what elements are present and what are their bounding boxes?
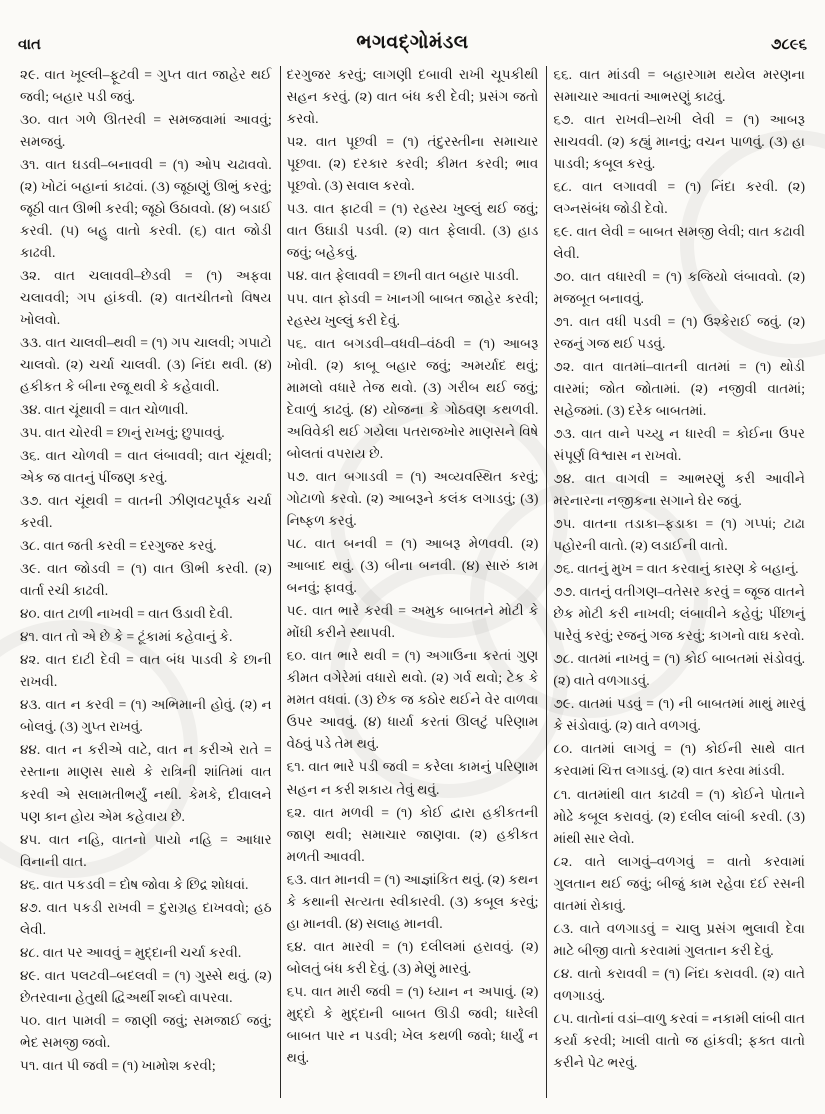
text-columns bbox=[0, 54, 825, 1104]
dictionary-entry: ૩૬. વાત ચોળવી = વાત લંબાવવી; વાત ચૂંથવી; એક જ વાતનું પીંજણ કરવું. bbox=[20, 448, 272, 486]
dictionary-entry: ૫૦. વાત પામવી = જાણી જવું; સમજાઈ જવું; ભેદ સમજી જવો. bbox=[20, 1012, 272, 1050]
dictionary-entry: ૫૮. વાત બનવી = (૧) આબરૂ મેળવવી. (૨) આબાદ થવું. (૩) બીના બનવી. (૪) સારું કામ બનવું; ફાવવું. bbox=[286, 536, 539, 596]
dictionary-entry: ૫૪. વાત ફેલાવવી = છાની વાત બહાર પાડવી. bbox=[286, 268, 519, 284]
dictionary-entry: ૪૩. વાત ન કરવી = (૧) અભિમાની હોવું. (૨) ન બોલવું. (૩) ગુપ્ત રાખવું. bbox=[20, 697, 272, 735]
page-number: ૭૮૯૬ bbox=[771, 37, 807, 53]
dictionary-entry: ૩૮. વાત જતી કરવી = દરગુજર કરવું. bbox=[20, 538, 217, 554]
dictionary-entry: ૪૨. વાત દાટી દેવી = વાત બંધ પાડવી કે છાની રાખવી. bbox=[20, 652, 272, 690]
dictionary-entry: ૩૩. વાત ચાલવી–થવી = (૧) ગપ ચાલવી; ગપાટો ચાલવો. (૨) ચર્ચા ચાલવી. (૩) નિંદા થવી. (૪) હકીકત કે બીના રજૂ થવી કે કહેવાવી. bbox=[20, 335, 272, 395]
book-title: ભગવદ્ગોમંડલ bbox=[356, 32, 469, 53]
column-1 bbox=[14, 64, 280, 1104]
dictionary-entry: ૩૦. વાત ગળે ઊતરવી = સમજવામાં આવવું; સમજવું. bbox=[20, 112, 272, 150]
page-header bbox=[0, 0, 825, 54]
dictionary-entry: ૭૨. વાત વાતમાં–વાતની વાતમાં = (૧) થોડી વારમાં; જોત જોતામાં. (૨) નજીવી વાતમાં; સહેજમાં. (૩) દરેક બાબતમાં. bbox=[553, 359, 806, 419]
dictionary-entry: ૭૯. વાતમાં પડવું = (૧) ની બાબતમાં માથું મારવું કે સંડોવાવું. (૨) વાતે વળગવું. bbox=[553, 696, 806, 734]
dictionary-entry: ૮૦. વાતમાં લાગવું = (૧) કોઈની સાથે વાત કરવામાં ચિત્ત લગાડવું. (૨) વાત કરવા માંડવી. bbox=[553, 741, 806, 779]
dictionary-entry: ૮૧. વાતમાંથી વાત કાઢવી = (૧) કોઈને પોતાને મોઢે કબૂલ કરાવવું. (૨) દલીલ લાંબી કરવી. (૩) માંથી સાર લેવો. bbox=[553, 786, 806, 846]
dictionary-entry: ૩૭. વાત ચૂંથવી = વાતની ઝીણવટપૂર્વક ચર્ચા કરવી. bbox=[20, 493, 272, 531]
column-3 bbox=[547, 64, 813, 1104]
dictionary-entry: ૫૯. વાત ભારે કરવી = અમુક બાબતને મોટી કે મોંઘી કરીને સ્થાપવી. bbox=[286, 603, 539, 641]
dictionary-entry: ૩૪. વાત ચૂંથાવી = વાત ચોળાવી. bbox=[20, 402, 189, 418]
dictionary-entry: ૭૩. વાત વાને પચ્યુ ન ધારવી = કોઈના ઉપર સંપૂર્ણ વિશ્વાસ ન રાખવો. bbox=[553, 426, 806, 464]
dictionary-entry: ૬૬. વાત માંડવી = બહારગામ થયેલ મરણના સમાચાર આવતાં આભરણું કાઢવું. bbox=[553, 67, 806, 105]
dictionary-entry: ૫૨. વાત પૂછવી = (૧) તંદુરસ્તીના સમાચાર પૂછવા. (૨) દરકાર કરવી; કીમત કરવી; ભાવ પૂછવો. (૩) સવાલ કરવો. bbox=[286, 134, 539, 194]
dictionary-entry: ૬૭. વાત રાખવી–રાખી લેવી = (૧) આબરૂ સાચવવી. (૨) કહ્યું માનવું; વચન પાળવું. (૩) હા પાડવી; કબૂલ કરવું. bbox=[553, 112, 806, 172]
dictionary-entry: ૭૧. વાત વધી પડવી = (૧) ઉશ્કેરાઈ જવું. (૨) રજનું ગજ થઈ પડવું. bbox=[553, 314, 806, 352]
dictionary-entry: ૮૨. વાતે લાગવું–વળગવું = વાતો કરવામાં ગુલતાન થઈ જવું; બીજું કામ રહેવા દઈ રસની વાતમાં રોકાવું. bbox=[553, 853, 806, 913]
dictionary-entry: ૭૭. વાતનું વતીગણ–વતેસર કરવું = જૂજ વાતને છેક મોટી કરી નાખવી; લંબાવીને કહેવું; પીંછાનું પારેવું કરવું; રજનું ગજ કરવું; કાગનો વાઘ કરવો. bbox=[553, 584, 806, 644]
dictionary-entry: ૮૩. વાતે વળગાડવું = ચાલુ પ્રસંગ ભુલાવી દેવા માટે બીજી વાતો કરવામાં ગુલતાન કરી દેવું. bbox=[553, 920, 806, 958]
dictionary-entry: ૮૫. વાતોનાં વડાં–વાળુ કરવાં = નકામી લાંબી વાત કર્યા કરવી; ખાલી વાતો જ હાંકવી; ફક્ત વાતો કરીને પેટ ભરવું. bbox=[553, 1010, 806, 1070]
dictionary-entry: ૬૫. વાત મારી જવી = (૧) ધ્યાન ન અપાવું. (૨) મુદ્દો કે મુદ્દાની બાબત ઊડી જવી; ધારેલી બાબત પાર ન પડવી; ખેલ કથળી જવો; ધાર્યું ન થવું. bbox=[286, 983, 539, 1065]
dictionary-entry: ૨૯. વાત ખૂલ્લી–ફૂટવી = ગુપ્ત વાત જાહેર થઈ જવી; બહાર પડી જવું. bbox=[20, 67, 272, 105]
dictionary-entry: ૪૧. વાત તો એ છે કે = ટૂંકામાં કહેવાનું કે. bbox=[20, 629, 233, 645]
dictionary-entry: ૬૨. વાત મળવી = (૧) કોઈ દ્વારા હકીકતની જાણ થવી; સમાચાર જાણવા. (૨) હકીકત મળતી આવવી. bbox=[286, 804, 539, 864]
dictionary-entry: ૬૪. વાત મારવી = (૧) દલીલમાં હરાવવું. (૨) બોલતું બંધ કરી દેવું. (૩) મેણું મારવું. bbox=[286, 938, 539, 976]
dictionary-entry: ૭૦. વાત વધારવી = (૧) કજિયો લંબાવવો. (૨) મજબૂત બનાવવું. bbox=[553, 269, 806, 307]
dictionary-entry: ૫૫. વાત ફોડવી = ખાનગી બાબત જાહેર કરવી; રહસ્ય ખુલ્લું કરી દેવું. bbox=[286, 291, 539, 329]
dictionary-entry: ૪૪. વાત ન કરીએ વાટે, વાત ન કરીએ રાતે = રસ્તાના માણસ સાથે કે રાત્રિની શાંતિમાં વાત કરવી એ સલામતીભર્યું નથી. કેમકે, દીવાલને પણ કાન હોય એમ કહેવાય છે. bbox=[20, 742, 272, 824]
dictionary-entry: ૫૧. વાત પી જવી = (૧) ખામોશ કરવી; bbox=[20, 1057, 216, 1073]
dictionary-entry: ૭૮. વાતમાં નાખવું = (૧) કોઈ બાબતમાં સંડોવવું. (૨) વાતે વળગાડવું. bbox=[553, 651, 806, 689]
dictionary-entry: ૭૬. વાતનું મુખ = વાત કરવાનું કારણ કે બહાનું. bbox=[553, 561, 799, 577]
dictionary-entry: ૭૪. વાત વાગવી = આભરણું કરી આવીને મરનારના નજીકના સગાને ઘેર જવું. bbox=[553, 471, 806, 509]
dictionary-entry: ૬૦. વાત ભારે થવી = (૧) અગાઉના કરતાં ગુણ કીમત વગેરેમાં વધારો થવો. (૨) ગર્વ થવો; ટેક કે મમત વધવાં. (૩) છેક જ કઠોર થઈને વેર વાળવા ઉપર આવવું. (૪) ધાર્યા કરતાં ઊલટું પરિણામ વેઠવું પડે તેમ થવું. bbox=[286, 648, 539, 752]
dictionary-entry: ૬૮. વાત લગાવવી = (૧) નિંદા કરવી. (૨) લગ્નસંબંધ જોડી દેવો. bbox=[553, 179, 806, 217]
dictionary-entry: ૬૩. વાત માનવી = (૧) આજ્ઞાંકિત થવું. (૨) કથન કે કથાની સત્યતા સ્વીકારવી. (૩) કબૂલ કરવું; હા માનવી. (૪) સલાહ માનવી. bbox=[286, 871, 539, 931]
dictionary-entry: ૩૯. વાત જોડવી = (૧) વાત ઊભી કરવી. (૨) વાર્તા રચી કાઢવી. bbox=[20, 561, 272, 599]
dictionary-entry: ૫૬. વાત બગડવી–વધવી–વંઠવી = (૧) આબરૂ ખોવી. (૨) કાબૂ બહાર જવું; અમર્યાદ થવું; મામલો વધારે તેજ થવો. (૩) ગરીબ થઈ જવું; દેવાળું કાઢવું. (૪) યોજના કે ગોઠવણ કથળવી. અવિવેકી થઈ ગયેલા પતરાજખોર માણસને વિષે બોલતાં વપરાય છે. bbox=[286, 336, 539, 462]
dictionary-entry: ૩૧. વાત ઘડવી–બનાવવી = (૧) ઓપ ચઢાવવો. (૨) ખોટાં બહાનાં કાઢવાં. (૩) જૂઠાણું ઊભું કરવું; જૂઠી વાત ઊભી કરવી; જૂઠો ઉઠાવવો. (૪) બડાઈ કરવી. (૫) બહુ વાતો કરવી. (૬) વાત જોડી કાઢવી. bbox=[20, 157, 272, 261]
dictionary-entry: ૪૯. વાત પલટવી–બદલવી = (૧) ગુસ્સે થવું. (૨) છેતરવાના હેતુથી દ્વિઅર્થી શબ્દો વાપરવા. bbox=[20, 967, 272, 1005]
dictionary-entry: ૫૭. વાત બગાડવી = (૧) અવ્યવસ્થિત કરવું; ગોટાળો કરવો. (૨) આબરૂને કલંક લગાડવું; (૩) નિષ્ફળ કરવું. bbox=[286, 469, 539, 529]
column-2 bbox=[281, 64, 547, 1104]
dictionary-entry: ૬૧. વાત ભારે પડી જવી = કરેલા કામનું પરિણામ સહન ન કરી શકાય તેવું થવું. bbox=[286, 759, 539, 797]
dictionary-entry: ૪૫. વાત નહિ, વાતનો પાયો નહિ = આધાર વિનાની વાત. bbox=[20, 831, 272, 869]
dictionary-entry: ૭૫. વાતના તડાકા–ફડાકા = (૧) ગપ્પાં; ટાઢા પહોરની વાતો. (૨) લડાઈની વાતો. bbox=[553, 516, 806, 554]
dictionary-entry: ૬૯. વાત લેવી = બાબત સમજી લેવી; વાત કઢાવી લેવી. bbox=[553, 224, 806, 262]
dictionary-entry: ૪૦. વાત ટાળી નાખવી = વાત ઉડાવી દેવી. bbox=[20, 606, 233, 622]
dictionary-entry: ૩૨. વાત ચલાવવી–છેડવી = (૧) અફવા ચલાવવી; ગપ હાંકવી. (૨) વાતચીતનો વિષય ખોલવો. bbox=[20, 268, 272, 328]
running-head: વાત bbox=[18, 37, 41, 53]
dictionary-entry: દરગુજર કરવું; લાગણી દબાવી રાખી ચૂપકીથી સહન કરવું. (૨) વાત બંધ કરી દેવી; પ્રસંગ જતો કરવો. bbox=[286, 67, 539, 127]
dictionary-entry: ૪૮. વાત પર આવવું = મુદ્દાની ચર્ચા કરવી. bbox=[20, 944, 242, 960]
dictionary-entry: ૫૩. વાત ફાટવી = (૧) રહસ્ય ખુલ્લું થઈ જવું; વાત ઉઘાડી પડવી. (૨) વાત ફેલાવી. (૩) હાડ જવું; બહેકવું. bbox=[286, 201, 539, 261]
dictionary-entry: ૮૪. વાતો કરાવવી = (૧) નિંદા કરાવવી. (૨) વાતે વળગાડવું. bbox=[553, 965, 806, 1003]
dictionary-entry: ૪૬. વાત પકડવી = દોષ જોવા કે છિદ્ર શોધવાં. bbox=[20, 876, 249, 892]
dictionary-entry: ૩૫. વાત ચોરવી = છાનું રાખવું; છુપાવવું. bbox=[20, 425, 225, 441]
dictionary-entry: ૪૭. વાત પકડી રાખવી = દુરાગ્રહ દાખવવો; હઠ લેવી. bbox=[20, 899, 272, 937]
